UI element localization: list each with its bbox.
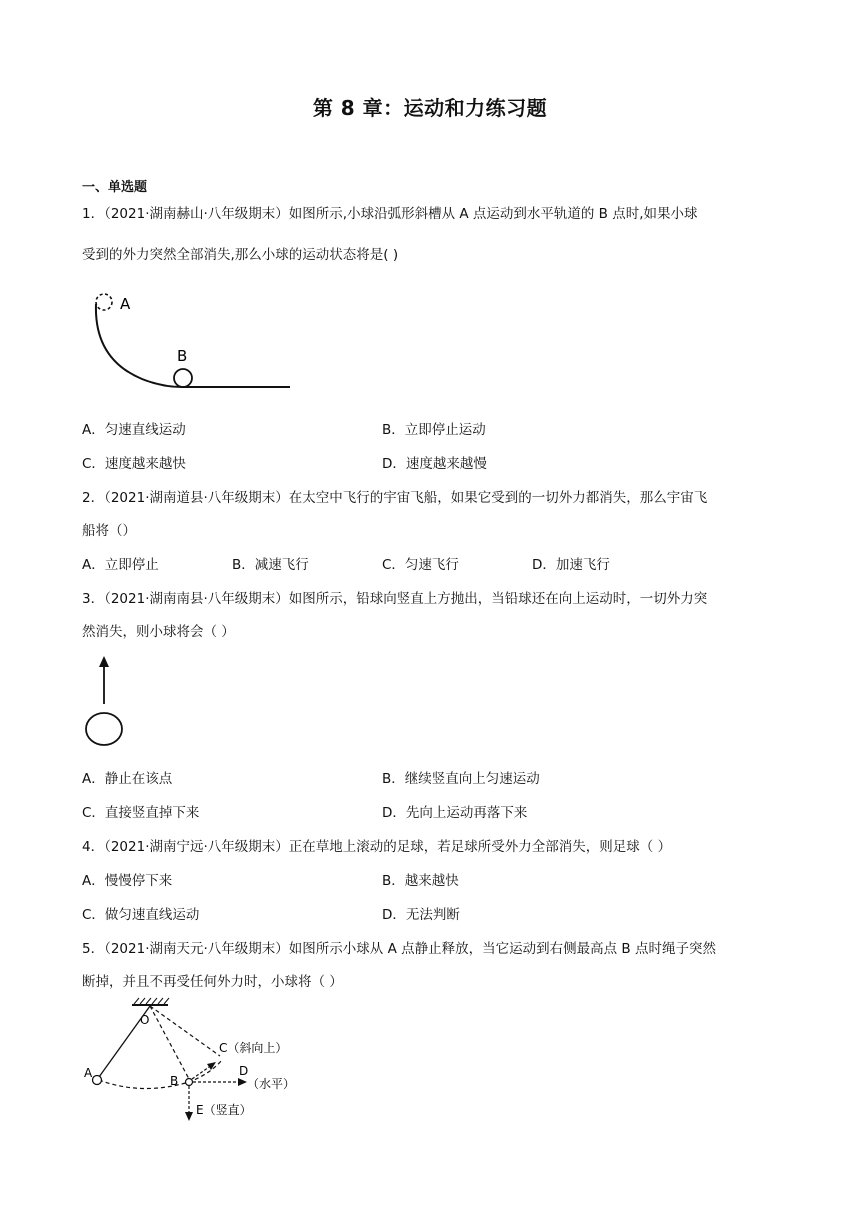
upward-arrow-icon [99,656,109,667]
q3-stem-line2: 然消失，则小球将会（ ） [82,624,235,640]
q2-option-a[interactable]: A．立即停止 [82,557,159,573]
ramp-track [96,304,290,387]
q1-stem-line2: 受到的外力突然全部消失,那么小球的运动状态将是( ) [82,247,399,263]
string-far [150,1006,220,1056]
q3-option-d[interactable]: D．先向上运动再落下来 [382,805,528,821]
q3-stem-line1: 3．（2021·湖南南县·八年级期末）如图所示，铅球向竖直上方抛出，当铅球还在向上运动时，一切外力突 [82,591,708,607]
arrow-c-icon [207,1062,216,1070]
swing-arc [99,1060,222,1089]
q1-figure-ramp [82,284,297,394]
q5-stem-line2: 断掉，并且不再受任何外力时，小球将（ ） [82,974,343,990]
string-to-a [99,1006,150,1077]
q4-option-a[interactable]: A．慢慢停下来 [82,873,173,889]
ball-at-b [186,1079,193,1086]
q3-option-c[interactable]: C．直接竖直掉下来 [82,805,200,821]
arrow-e-label: E（竖直） [196,1103,252,1117]
q2-option-c[interactable]: C．匀速飞行 [382,557,459,573]
arrow-e-icon [185,1112,193,1121]
q3-option-b[interactable]: B．继续竖直向上匀速运动 [382,771,540,787]
arrow-d-icon [238,1078,247,1086]
arrow-d-note: （水平） [247,1077,296,1091]
q4-stem-line1: 4．（2021·湖南宁远·八年级期末）正在草地上滚动的足球，若足球所受外力全部消失，则足球（ ） [82,839,672,855]
page-title: 第 8 章：运动和力练习题 [312,96,548,120]
q2-option-d[interactable]: D．加速飞行 [532,557,610,573]
q2-stem-line2: 船将（） [82,523,136,539]
q2-option-b[interactable]: B．减速飞行 [232,557,309,573]
q4-option-d[interactable]: D．无法判断 [382,907,460,923]
q1-label-b: B [177,347,188,365]
q3-option-a[interactable]: A．静止在该点 [82,771,173,787]
ball-at-a [93,1076,102,1085]
section-heading: 一、单选题 [82,180,148,195]
q1-option-b[interactable]: B．立即停止运动 [382,422,486,438]
pendulum-label-a: A [84,1066,93,1080]
q1-label-a: A [120,295,131,313]
q4-option-b[interactable]: B．越来越快 [382,873,459,889]
q5-stem-line1: 5．（2021·湖南天元·八年级期末）如图所示小球从 A 点静止释放，当它运动到右侧最高点 B 点时绳子突然 [82,941,716,957]
arrow-c-label: C（斜向上） [219,1041,288,1055]
string-to-b [150,1006,189,1079]
q1-option-c[interactable]: C．速度越来越快 [82,456,186,472]
q1-option-a[interactable]: A．匀速直线运动 [82,422,186,438]
q2-stem-line1: 2．（2021·湖南道县·八年级期末）在太空中飞行的宇宙飞船，如果它受到的一切外力都消失，那么宇宙飞 [82,490,708,506]
q1-option-d[interactable]: D．速度越来越慢 [382,456,487,472]
q4-option-c[interactable]: C．做匀速直线运动 [82,907,200,923]
q3-figure-shot [84,654,134,750]
pendulum-label-b: B [170,1074,179,1088]
pivot-label-o: O [140,1013,150,1027]
shot-ball [86,713,122,745]
ceiling-hatch [134,998,169,1004]
ball-at-a [96,294,112,310]
q5-figure-pendulum [82,996,322,1126]
q1-stem-line1: 1．（2021·湖南赫山·八年级期末）如图所示,小球沿弧形斜槽从 A 点运动到水平轨道的 B 点时,如果小球 [82,206,698,222]
arrow-d-label: D [239,1064,249,1078]
ball-at-b [174,369,192,387]
